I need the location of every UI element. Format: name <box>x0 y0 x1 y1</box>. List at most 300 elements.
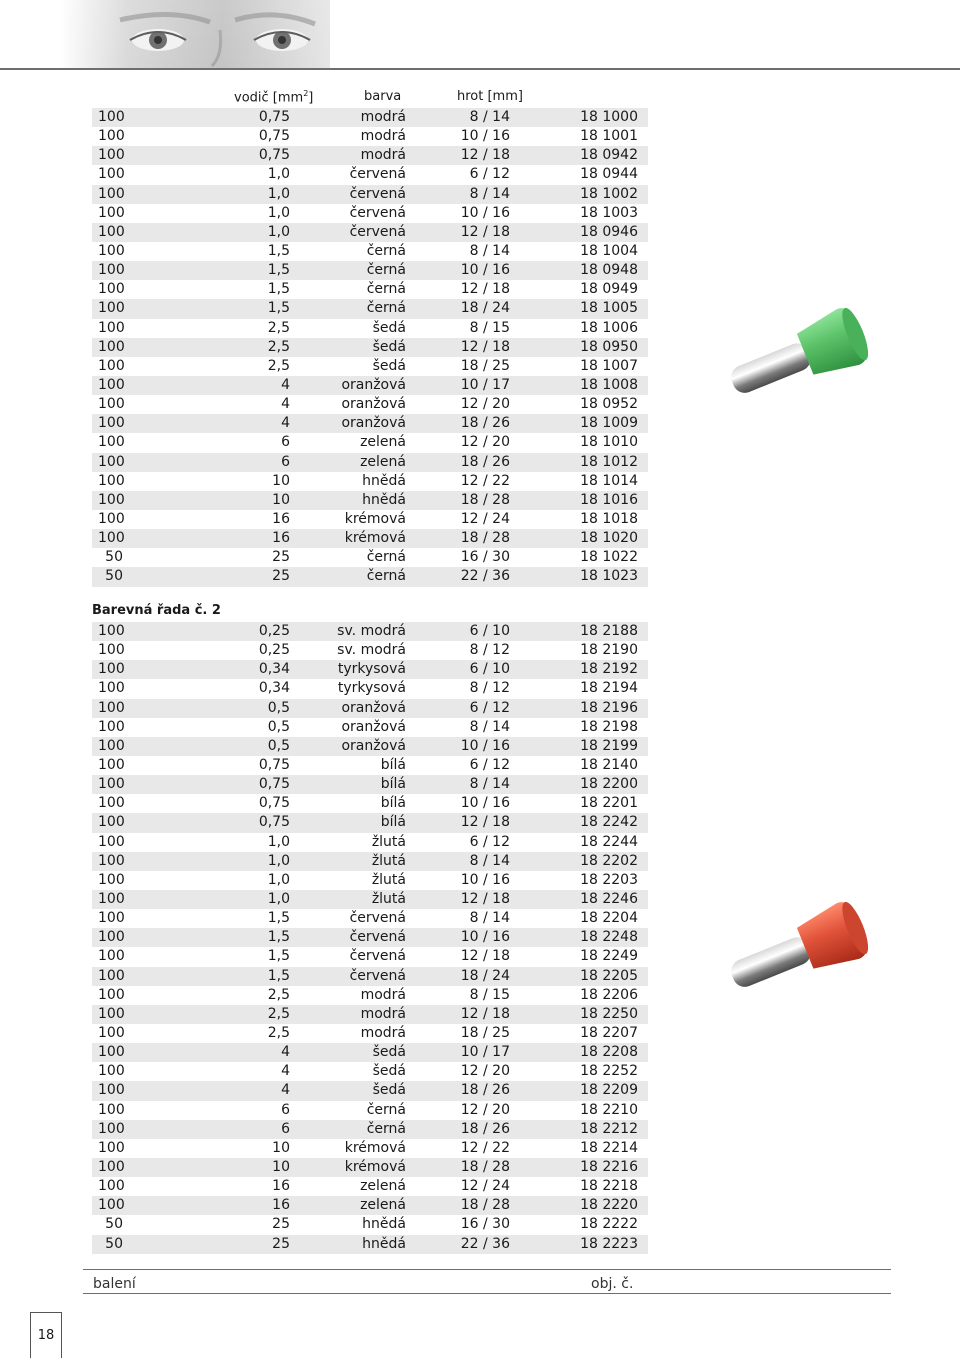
cell-hrot: 18 / 25 <box>460 357 510 374</box>
cell-baleni: 100 <box>92 185 142 204</box>
header-photo <box>60 0 330 68</box>
cell-hrot: 12 / 20 <box>460 396 510 413</box>
table-row <box>92 261 648 280</box>
cell-hrot: 18 / 28 <box>406 491 510 510</box>
table-row <box>92 718 648 737</box>
cell-vodic: 1,0 <box>267 833 290 850</box>
cell-baleni: 100 <box>92 1081 142 1100</box>
cell-baleni: 100 <box>98 434 125 451</box>
cell-obj-cislo: 18 1023 <box>510 567 648 586</box>
cell-barva: černá <box>366 243 406 260</box>
cell-vodic: 6 <box>142 1120 290 1139</box>
cell-vodic: 1,5 <box>267 243 290 260</box>
cell-obj-cislo: 18 2246 <box>510 890 648 909</box>
cell-obj-cislo: 18 2196 <box>510 699 648 718</box>
cell-vodic: 25 <box>142 1235 290 1254</box>
cell-obj-cislo: 18 1001 <box>580 128 638 145</box>
cell-vodic: 0,75 <box>142 108 290 127</box>
cell-hrot: 12 / 18 <box>406 1005 510 1024</box>
cell-barva: modrá <box>360 128 406 145</box>
cell-barva: černá <box>290 1120 406 1139</box>
cell-baleni: 100 <box>98 795 125 812</box>
cell-hrot: 18 / 28 <box>406 529 510 548</box>
cell-obj-cislo: 18 2244 <box>580 833 638 850</box>
table-row <box>92 510 648 529</box>
cell-baleni: 100 <box>98 281 125 298</box>
cell-barva: červená <box>290 928 406 947</box>
cell-barva: zelená <box>360 1178 406 1195</box>
cell-baleni: 100 <box>98 718 125 735</box>
cell-vodic: 1,0 <box>142 223 290 242</box>
cell-obj-cislo: 18 0944 <box>580 166 638 183</box>
cell-obj-cislo: 18 2208 <box>510 1043 648 1062</box>
page-number: 18 <box>37 1328 55 1343</box>
cell-hrot: 10 / 16 <box>460 204 510 221</box>
cell-vodic: 1,5 <box>267 281 290 298</box>
table-row <box>92 852 648 871</box>
cell-hrot: 8 / 15 <box>469 319 510 336</box>
cell-vodic: 4 <box>281 1063 290 1080</box>
cell-hrot: 8 / 14 <box>469 910 510 927</box>
table-row <box>92 223 648 242</box>
cell-hrot: 10 / 16 <box>460 871 510 888</box>
cell-vodic: 4 <box>142 414 290 433</box>
cell-vodic: 0,25 <box>142 622 290 641</box>
cell-barva: červená <box>349 204 406 221</box>
cell-baleni: 100 <box>92 338 142 357</box>
cell-baleni: 100 <box>98 357 125 374</box>
cell-vodic: 0,34 <box>258 680 290 697</box>
cell-vodic: 16 <box>272 1178 290 1195</box>
cell-barva: tyrkysová <box>337 680 406 697</box>
cell-obj-cislo: 18 2192 <box>510 660 648 679</box>
cell-barva: krémová <box>344 511 406 528</box>
cell-baleni: 100 <box>98 1101 125 1118</box>
cell-vodic: 0,75 <box>258 128 290 145</box>
cell-baleni: 100 <box>98 910 125 927</box>
header-vodic: vodič $[mm^2]$ <box>234 89 314 106</box>
cell-obj-cislo: 18 1022 <box>580 549 638 566</box>
cell-obj-cislo: 18 2220 <box>510 1196 648 1215</box>
cell-baleni: 100 <box>98 986 125 1003</box>
cell-obj-cislo: 18 2205 <box>510 967 648 986</box>
table-row <box>92 1177 648 1196</box>
cell-barva: hnědá <box>290 1235 406 1254</box>
cell-barva: žlutá <box>290 852 406 871</box>
page-number-box <box>30 1312 62 1358</box>
cell-hrot: 18 / 26 <box>406 1081 510 1100</box>
footer-label-obj: obj. č. <box>591 1276 634 1292</box>
table-row <box>92 928 648 947</box>
cell-baleni: 100 <box>98 871 125 888</box>
cell-barva: žlutá <box>371 871 406 888</box>
cell-hrot: 10 / 16 <box>406 737 510 756</box>
cell-baleni: 100 <box>92 1120 142 1139</box>
cell-hrot: 18 / 24 <box>406 299 510 318</box>
cell-hrot: 6 / 12 <box>469 833 510 850</box>
cell-obj-cislo: 18 2210 <box>580 1101 638 1118</box>
cell-barva: šedá <box>372 319 406 336</box>
cell-hrot: 18 / 25 <box>460 1025 510 1042</box>
table-row <box>92 185 648 204</box>
table-row <box>92 548 648 567</box>
cell-vodic: 2,5 <box>142 1005 290 1024</box>
cell-barva: tyrkysová <box>290 660 406 679</box>
cell-vodic: 6 <box>281 434 290 451</box>
table-row <box>92 242 648 261</box>
cell-barva: černá <box>290 261 406 280</box>
table-row <box>92 127 648 146</box>
table-row <box>92 280 648 299</box>
cell-hrot: 12 / 18 <box>460 948 510 965</box>
cell-baleni: 100 <box>92 376 142 395</box>
cell-baleni: 100 <box>92 622 142 641</box>
cell-obj-cislo: 18 2242 <box>510 813 648 832</box>
table-row <box>92 204 648 223</box>
cell-baleni: 100 <box>92 108 142 127</box>
cell-barva: černá <box>290 299 406 318</box>
cell-hrot: 12 / 24 <box>460 1178 510 1195</box>
cell-vodic: 25 <box>142 567 290 586</box>
cell-hrot: 10 / 17 <box>406 1043 510 1062</box>
cell-obj-cislo: 18 2206 <box>580 986 638 1003</box>
cell-vodic: 10 <box>142 491 290 510</box>
footer-rule-bottom <box>83 1293 891 1294</box>
cell-baleni: 100 <box>98 642 125 659</box>
table-row <box>92 529 648 548</box>
cell-baleni: 100 <box>98 204 125 221</box>
cell-obj-cislo: 18 2216 <box>510 1158 648 1177</box>
table-row <box>92 319 648 338</box>
cell-vodic: 1,0 <box>267 166 290 183</box>
cell-vodic: 1,5 <box>142 299 290 318</box>
cell-baleni: 100 <box>92 299 142 318</box>
cell-obj-cislo: 18 1003 <box>580 204 638 221</box>
cell-barva: bílá <box>380 757 406 774</box>
cell-hrot: 10 / 17 <box>406 376 510 395</box>
cell-vodic: 2,5 <box>267 1025 290 1042</box>
cell-vodic: 16 <box>142 529 290 548</box>
cell-obj-cislo: 18 0942 <box>510 146 648 165</box>
cell-hrot: 22 / 36 <box>406 1235 510 1254</box>
table-row <box>92 1101 648 1120</box>
cell-hrot: 8 / 12 <box>469 642 510 659</box>
green-ferrule-icon <box>716 292 872 404</box>
cell-obj-cislo: 18 1004 <box>580 243 638 260</box>
cell-vodic: 2,5 <box>267 986 290 1003</box>
table-row <box>92 1215 648 1234</box>
cell-hrot: 12 / 20 <box>460 434 510 451</box>
cell-obj-cislo: 18 1020 <box>510 529 648 548</box>
cell-baleni: 100 <box>92 529 142 548</box>
cell-barva: černá <box>366 281 406 298</box>
cell-barva: šedá <box>372 1063 406 1080</box>
table-row <box>92 890 648 909</box>
cell-baleni: 100 <box>98 1178 125 1195</box>
cell-vodic: 0,75 <box>142 775 290 794</box>
cell-obj-cislo: 18 2207 <box>580 1025 638 1042</box>
cell-baleni: 100 <box>92 852 142 871</box>
cell-obj-cislo: 18 1012 <box>510 453 648 472</box>
cell-barva: červená <box>349 910 406 927</box>
cell-baleni: 50 <box>92 567 142 586</box>
cell-baleni: 100 <box>98 243 125 260</box>
cell-obj-cislo: 18 2203 <box>580 871 638 888</box>
cell-barva: modrá <box>360 986 406 1003</box>
cell-hrot: 12 / 18 <box>406 813 510 832</box>
cell-vodic: 0,25 <box>258 642 290 659</box>
cell-baleni: 100 <box>92 890 142 909</box>
cell-hrot: 6 / 12 <box>406 699 510 718</box>
cell-hrot: 8 / 14 <box>469 243 510 260</box>
cell-baleni: 100 <box>92 928 142 947</box>
cell-obj-cislo: 18 2199 <box>510 737 648 756</box>
table-row <box>92 1158 648 1177</box>
cell-obj-cislo: 18 0950 <box>510 338 648 357</box>
cell-baleni: 100 <box>92 146 142 165</box>
cell-vodic: 16 <box>272 511 290 528</box>
cell-barva: modrá <box>290 1005 406 1024</box>
table-row <box>92 567 648 586</box>
cell-barva: sv. modrá <box>337 642 406 659</box>
cell-vodic: 1,5 <box>267 948 290 965</box>
cell-barva: zelená <box>290 453 406 472</box>
header-rule <box>0 68 960 70</box>
cell-baleni: 100 <box>92 223 142 242</box>
cell-hrot: 12 / 18 <box>406 146 510 165</box>
cell-hrot: 18 / 28 <box>406 1158 510 1177</box>
cell-obj-cislo: 18 2209 <box>510 1081 648 1100</box>
cell-obj-cislo: 18 1010 <box>580 434 638 451</box>
cell-obj-cislo: 18 2190 <box>580 642 638 659</box>
cell-vodic: 1,0 <box>267 871 290 888</box>
cell-baleni: 50 <box>92 1235 142 1254</box>
cell-barva: oranžová <box>290 737 406 756</box>
cell-barva: červená <box>290 967 406 986</box>
cell-barva: bílá <box>290 813 406 832</box>
cell-vodic: 0,75 <box>142 146 290 165</box>
cell-barva: černá <box>366 549 406 566</box>
cell-baleni: 100 <box>98 757 125 774</box>
cell-obj-cislo: 18 2252 <box>580 1063 638 1080</box>
cell-hrot: 8 / 12 <box>469 680 510 697</box>
cell-vodic: 0,5 <box>142 699 290 718</box>
table-row <box>92 395 648 414</box>
cell-barva: modrá <box>290 146 406 165</box>
cell-barva: bílá <box>290 775 406 794</box>
cell-barva: hnědá <box>290 491 406 510</box>
cell-hrot: 12 / 20 <box>460 1063 510 1080</box>
cell-baleni: 100 <box>98 166 125 183</box>
cell-baleni: 100 <box>92 775 142 794</box>
cell-barva: černá <box>366 1101 406 1118</box>
table-row <box>92 699 648 718</box>
table-row <box>92 414 648 433</box>
cell-barva: oranžová <box>290 414 406 433</box>
cell-vodic: 1,0 <box>142 890 290 909</box>
cell-obj-cislo: 18 1007 <box>580 357 638 374</box>
face-photo-icon <box>60 0 330 68</box>
cell-obj-cislo: 18 0949 <box>580 281 638 298</box>
cell-baleni: 100 <box>98 680 125 697</box>
cell-barva: oranžová <box>341 396 406 413</box>
cell-hrot: 10 / 16 <box>460 795 510 812</box>
cell-obj-cislo: 18 2218 <box>580 1178 638 1195</box>
cell-hrot: 8 / 14 <box>469 718 510 735</box>
cell-vodic: 6 <box>142 453 290 472</box>
cell-hrot: 8 / 14 <box>406 852 510 871</box>
cell-baleni: 100 <box>92 699 142 718</box>
cell-obj-cislo: 18 2222 <box>580 1216 638 1233</box>
cell-barva: šedá <box>290 1043 406 1062</box>
cell-vodic: 25 <box>272 549 290 566</box>
table-row <box>92 833 648 852</box>
table-row <box>92 165 648 184</box>
table-row <box>92 660 648 679</box>
cell-vodic: 1,0 <box>142 185 290 204</box>
cell-vodic: 2,5 <box>142 338 290 357</box>
cell-vodic: 10 <box>272 472 290 489</box>
cell-obj-cislo: 18 2198 <box>580 718 638 735</box>
cell-vodic: 1,0 <box>142 852 290 871</box>
cell-baleni: 100 <box>98 1063 125 1080</box>
footer-rule-top <box>83 1269 891 1270</box>
cell-obj-cislo: 18 0952 <box>580 396 638 413</box>
cell-hrot: 8 / 15 <box>469 986 510 1003</box>
table-row <box>92 1120 648 1139</box>
cell-baleni: 100 <box>92 1005 142 1024</box>
table-row <box>92 775 648 794</box>
cell-baleni: 100 <box>92 414 142 433</box>
table-row <box>92 679 648 698</box>
cell-obj-cislo: 18 2248 <box>510 928 648 947</box>
cell-obj-cislo: 18 1014 <box>580 472 638 489</box>
cell-hrot: 6 / 12 <box>469 757 510 774</box>
cell-baleni: 100 <box>92 1158 142 1177</box>
table-row <box>92 1005 648 1024</box>
cell-barva: červená <box>290 185 406 204</box>
table-row <box>92 909 648 928</box>
cell-vodic: 4 <box>142 1081 290 1100</box>
table-row <box>92 491 648 510</box>
cell-vodic: 0,75 <box>258 795 290 812</box>
cell-barva: modrá <box>290 108 406 127</box>
cell-baleni: 100 <box>98 833 125 850</box>
cell-barva: žlutá <box>371 833 406 850</box>
cell-hrot: 18 / 26 <box>406 1120 510 1139</box>
cell-vodic: 1,5 <box>142 928 290 947</box>
cell-vodic: 0,75 <box>142 813 290 832</box>
cell-obj-cislo: 18 1006 <box>580 319 638 336</box>
cell-baleni: 100 <box>92 491 142 510</box>
cell-baleni: 100 <box>98 396 125 413</box>
cell-obj-cislo: 18 2188 <box>510 622 648 641</box>
cell-vodic: 0,5 <box>142 737 290 756</box>
cell-hrot: 10 / 16 <box>406 928 510 947</box>
cell-hrot: 12 / 24 <box>460 511 510 528</box>
cell-barva: bílá <box>380 795 406 812</box>
cell-barva: krémová <box>344 1139 406 1156</box>
table-row <box>92 1062 648 1081</box>
cell-hrot: 6 / 10 <box>406 622 510 641</box>
cell-vodic: 10 <box>272 1139 290 1156</box>
cell-obj-cislo: 18 1002 <box>510 185 648 204</box>
cell-obj-cislo: 18 1009 <box>510 414 648 433</box>
cell-obj-cislo: 18 0948 <box>510 261 648 280</box>
cell-obj-cislo: 18 2140 <box>580 757 638 774</box>
cell-hrot: 12 / 20 <box>460 1101 510 1118</box>
cell-hrot: 12 / 18 <box>460 281 510 298</box>
cell-baleni: 100 <box>92 737 142 756</box>
cell-barva: oranžová <box>290 376 406 395</box>
cell-obj-cislo: 18 2250 <box>510 1005 648 1024</box>
table-row <box>92 1235 648 1254</box>
cell-obj-cislo: 18 2204 <box>580 910 638 927</box>
cell-hrot: 16 / 30 <box>460 549 510 566</box>
table-row <box>92 737 648 756</box>
table-row <box>92 1196 648 1215</box>
cell-baleni: 50 <box>105 549 123 566</box>
column-headers <box>92 89 648 107</box>
table-row <box>92 472 648 491</box>
cell-obj-cislo: 18 1018 <box>580 511 638 528</box>
table-row <box>92 986 648 1005</box>
cell-obj-cislo: 18 1016 <box>510 491 648 510</box>
table-row <box>92 357 648 376</box>
cell-vodic: 1,5 <box>142 261 290 280</box>
table-row <box>92 453 648 472</box>
cell-baleni: 100 <box>92 1196 142 1215</box>
cell-hrot: 12 / 22 <box>460 472 510 489</box>
cell-baleni: 100 <box>98 319 125 336</box>
cell-barva: hnědá <box>362 1216 406 1233</box>
cell-hrot: 8 / 14 <box>406 775 510 794</box>
cell-barva: šedá <box>290 338 406 357</box>
cell-baleni: 100 <box>92 453 142 472</box>
table-row <box>92 1043 648 1062</box>
cell-obj-cislo: 18 2200 <box>510 775 648 794</box>
section-title-barevna-rada-2: Barevná řada č. 2 <box>92 603 221 618</box>
cell-hrot: 8 / 14 <box>406 185 510 204</box>
cell-obj-cislo: 18 2249 <box>580 948 638 965</box>
cell-baleni: 100 <box>92 813 142 832</box>
cell-obj-cislo: 18 2194 <box>580 680 638 697</box>
cell-hrot: 12 / 18 <box>406 890 510 909</box>
cell-hrot: 22 / 36 <box>406 567 510 586</box>
product-table-2 <box>92 622 648 1254</box>
cell-barva: černá <box>290 567 406 586</box>
header-hrot: hrot [mm] <box>457 89 523 104</box>
cell-barva: oranžová <box>341 718 406 735</box>
table-row <box>92 433 648 452</box>
cell-vodic: 16 <box>142 1196 290 1215</box>
cell-barva: šedá <box>290 1081 406 1100</box>
cell-vodic: 25 <box>272 1216 290 1233</box>
footer-label-baleni: balení <box>93 1276 136 1292</box>
cell-vodic: 10 <box>142 1158 290 1177</box>
cell-vodic: 4 <box>142 1043 290 1062</box>
table-row <box>92 641 648 660</box>
cell-vodic: 1,5 <box>142 967 290 986</box>
table-row <box>92 1139 648 1158</box>
table-row <box>92 1081 648 1100</box>
cell-hrot: 12 / 18 <box>406 223 510 242</box>
cell-hrot: 6 / 10 <box>406 660 510 679</box>
cell-obj-cislo: 18 1005 <box>510 299 648 318</box>
cell-barva: červená <box>349 166 406 183</box>
cell-obj-cislo: 18 2201 <box>580 795 638 812</box>
cell-obj-cislo: 18 0946 <box>510 223 648 242</box>
